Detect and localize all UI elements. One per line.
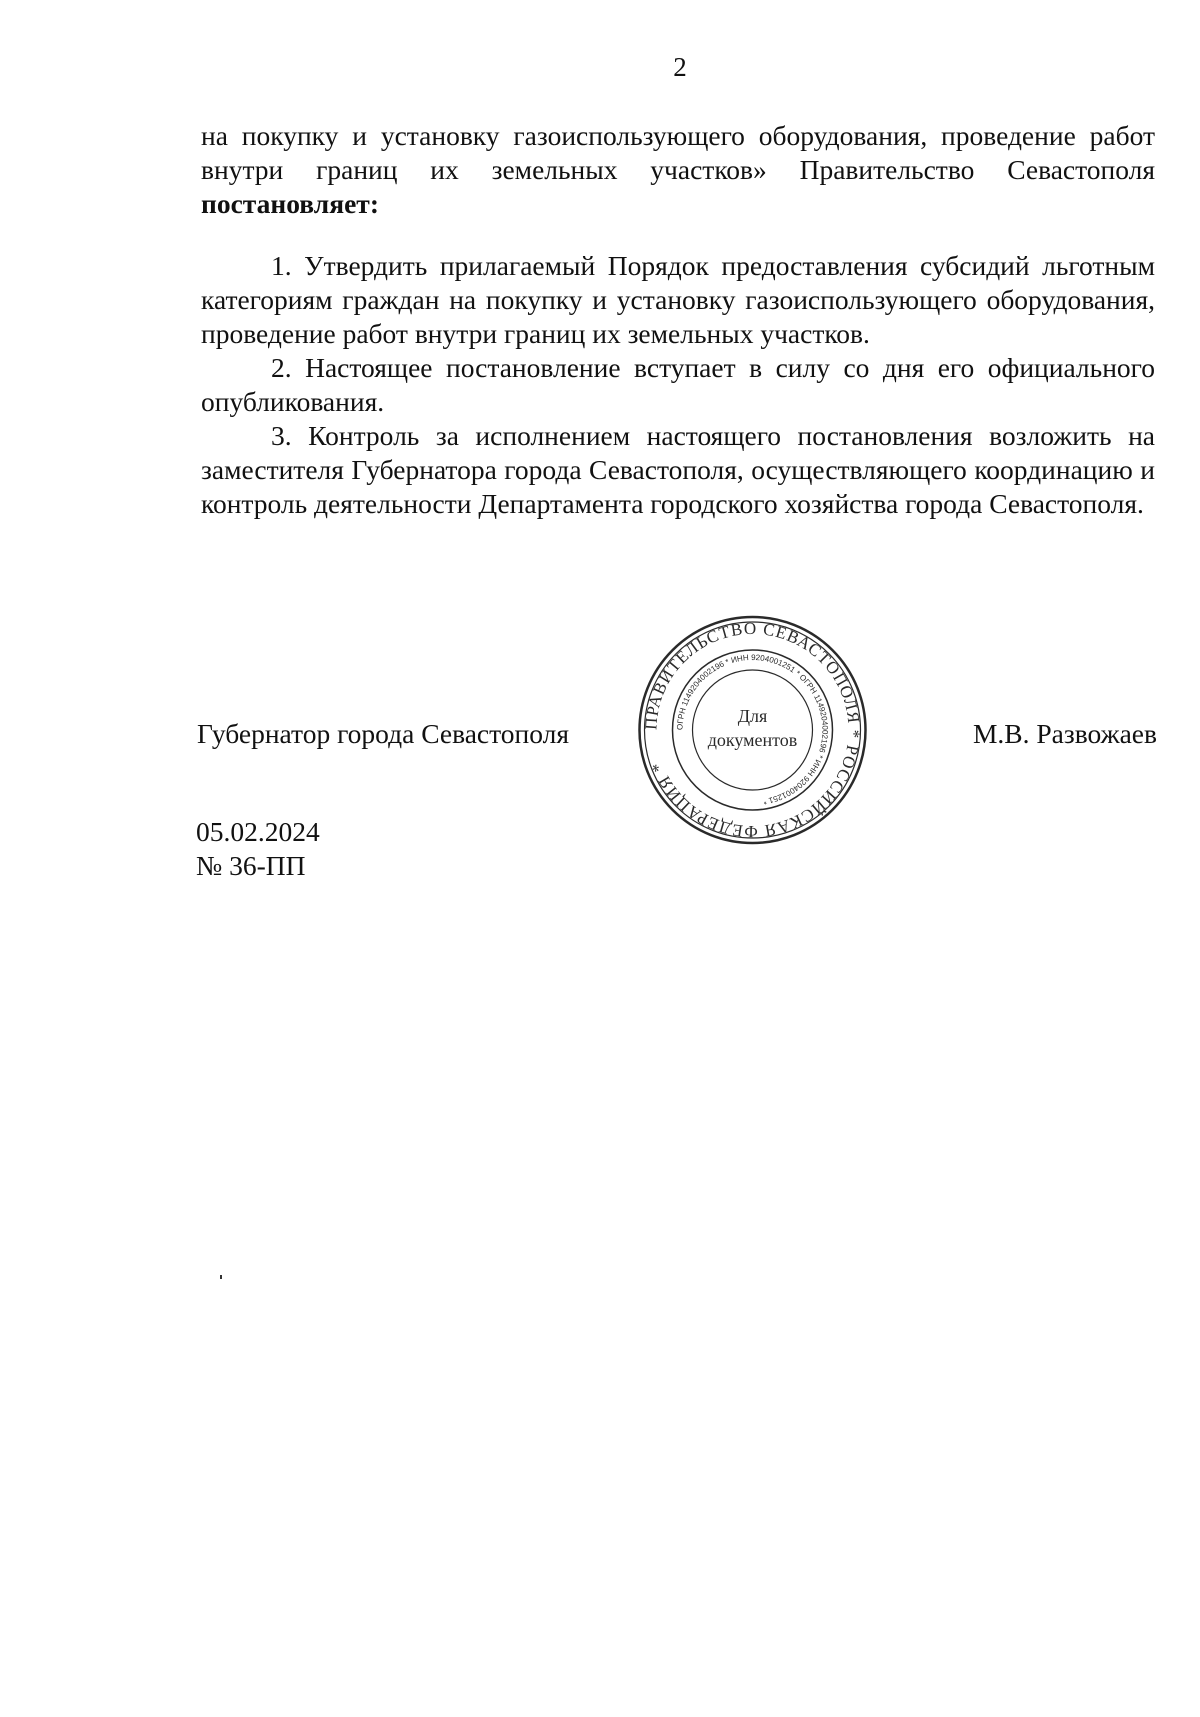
seal-outer-text: ПРАВИТЕЛЬСТВО СЕВАСТОПОЛЯ * РОССИЙСКАЯ ФЕДЕРАЦИЯ * — [641, 618, 864, 842]
signatory-title: Губернатор города Севастополя — [197, 718, 569, 749]
signatory-name: М.В. Развожаев — [972, 718, 1157, 749]
page-number — [0, 52, 1200, 83]
page-number-text: 2 — [673, 52, 687, 82]
document-number: № 36-ПП — [196, 850, 306, 881]
intro-paragraph — [201, 119, 1155, 221]
resolution-item-3: 3. Контроль за исполнением настоящего постановления возложить на заместителя Губернатора города Севастополя, осуществляющего координацию и контроль деятельности Департамента городского хозяйства города Севастополя. — [201, 420, 1155, 519]
official-seal — [635, 615, 870, 845]
scan-speck — [220, 1275, 222, 1279]
seal-center-line-1: Для — [737, 706, 768, 726]
resolution-items — [201, 249, 1155, 521]
document-date: 05.02.2024 — [196, 816, 320, 847]
resolution-item-2: 2. Настоящее постановление вступает в силу со дня его официального опубликования. — [201, 352, 1155, 417]
intro-text: на покупку и установку газоиспользующего оборудования, проведение работ внутри границ их земельных участков» Правительство Севастополя — [201, 120, 1155, 185]
intro-text-block — [201, 119, 1155, 221]
document-meta — [196, 815, 320, 883]
seal-center-line-2: документов — [707, 730, 798, 750]
resolve-word: постановляет — [201, 188, 370, 219]
seal-inner-text: ОГРН 1149204002196 * ИНН 9204001251 * ОГРН 1149204002196 * ИНН 9204001251 * — [675, 652, 830, 807]
resolution-item-1: 1. Утвердить прилагаемый Порядок предоставления субсидий льготным категориям граждан на покупку и установку газоиспользующего оборудования, проведение работ внутри границ их земельных участков. — [201, 250, 1155, 349]
resolve-colon: : — [369, 188, 379, 219]
